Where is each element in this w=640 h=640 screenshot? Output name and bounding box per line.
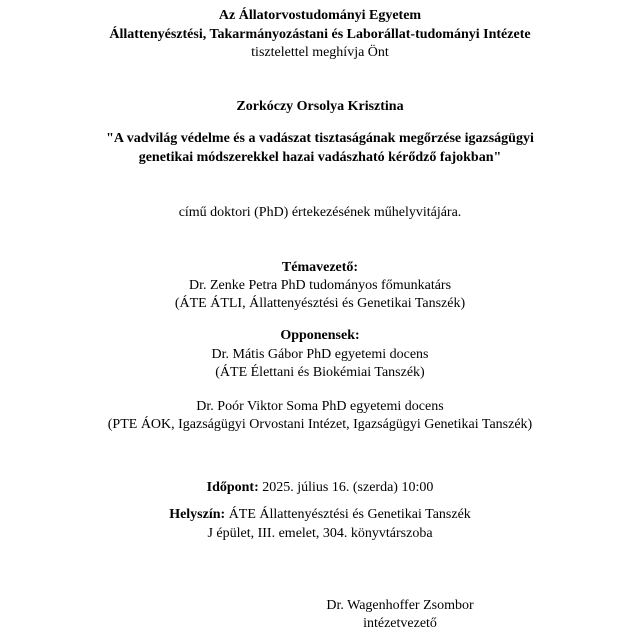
event-description: című doktori (PhD) értekezésének műhelyvitájára. xyxy=(178,205,462,220)
opponents-heading: Opponensek: xyxy=(280,328,360,343)
event-time-value: 2025. július 16. (szerda) 10:00 xyxy=(258,480,434,495)
opponent-affiliation: (PTE ÁOK, Igazságügyi Orvostani Intézet, Igazságügyi Genetikai Tanszék) xyxy=(107,417,533,432)
institute-name: Állattenyésztési, Takarmányozástani és Laborállat-tudományi Intézete xyxy=(109,27,531,42)
event-location-value: ÁTE Állattenyésztési és Genetikai Tanszék xyxy=(225,507,471,522)
event-time-label: Időpont: xyxy=(206,480,259,495)
opponent-affiliation: (ÁTE Élettani és Biokémiai Tanszék) xyxy=(215,365,425,380)
thesis-title-line-2: genetikai módszerekkel hazai vadászható kérődző fajokban" xyxy=(138,150,502,165)
supervisor-affiliation: (ÁTE ÁTLI, Állattenyésztési és Genetikai Tanszék) xyxy=(174,296,466,311)
event-location-label: Helyszín: xyxy=(169,507,226,522)
opponent-name: Dr. Poór Viktor Soma PhD egyetemi docens xyxy=(196,399,444,414)
university-name: Az Állatorvostudományi Egyetem xyxy=(218,8,422,23)
supervisor-name: Dr. Zenke Petra PhD tudományos főmunkatárs xyxy=(188,278,452,293)
event-time xyxy=(0,480,640,496)
event-location-room: J épület, III. emelet, 304. könyvtárszoba xyxy=(207,526,433,541)
thesis-title-line-1: "A vadvilág védelme és a vadászat tisztaságának megőrzése igazságügyi xyxy=(106,131,534,146)
signatory-name: Dr. Wagenhoffer Zsombor xyxy=(326,598,474,613)
invitation-phrase: tisztelettel meghívja Önt xyxy=(251,45,389,60)
signatory-role: intézetvezető xyxy=(363,616,437,631)
opponent-name: Dr. Mátis Gábor PhD egyetemi docens xyxy=(211,347,429,362)
event-location xyxy=(0,507,640,523)
supervisor-heading: Témavezető: xyxy=(281,260,359,275)
candidate-name: Zorkóczy Orsolya Krisztina xyxy=(236,99,404,114)
